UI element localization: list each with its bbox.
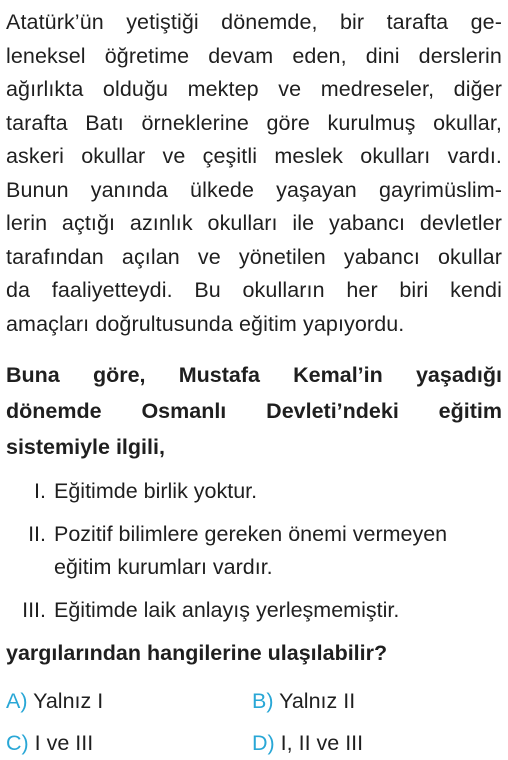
statement-item: [6, 594, 502, 627]
question-line: sistemiyle ilgili,: [6, 435, 165, 459]
passage-line: ağırlıkta olduğu mektep ve medreseler, diğer: [6, 77, 502, 101]
option-letter: A): [6, 689, 28, 713]
question-line: Buna göre, Mustafa Kemal’in yaşadığı: [6, 363, 502, 387]
option-text: Yalnız I: [33, 689, 104, 713]
option-b[interactable]: [252, 684, 502, 718]
passage-line: tarafta Batı örneklerine göre kurulmuş okullar,: [6, 110, 502, 135]
option-letter: B): [252, 689, 274, 713]
option-text: I ve III: [34, 731, 94, 755]
option-letter: D): [252, 731, 275, 755]
statement-item: [6, 518, 502, 584]
statement-text: Pozitif bilimlere gereken önemi vermeyen eğitim kurumları vardır.: [54, 522, 448, 579]
passage-line: tarafından açılan ve yönetilen yabancı okullar: [6, 244, 502, 269]
question-card: [6, 6, 502, 760]
option-text: Yalnız II: [279, 689, 356, 713]
passage-line: Atatürk’ün yetiştiği dönemde, bir tarafta ge-: [6, 10, 502, 34]
statement-item: [6, 475, 502, 508]
statement-text: Eğitimde birlik yoktur.: [54, 479, 258, 503]
passage-line: da faaliyetteydi. Bu okulların her biri kendi: [6, 278, 502, 302]
passage-line: Bunun yanında ülkede yaşayan gayrimüslim-: [6, 177, 502, 202]
passage-line: lerin açtığı azınlık okulları ile yabancı devletler: [6, 211, 502, 235]
passage-line: leneksel öğretime devam eden, dini derslerin: [6, 43, 502, 68]
option-a[interactable]: [6, 684, 252, 718]
answer-options: [6, 684, 502, 760]
passage-line: amaçları doğrultusunda eğitim yapıyordu.: [6, 311, 405, 336]
question-stem: [6, 357, 502, 465]
passage-line: askeri okullar ve çeşitli meslek okulları vardı.: [6, 144, 502, 168]
statement-number: III.: [22, 598, 46, 622]
option-text: I, II ve III: [280, 731, 364, 755]
question-prompt: yargılarından hangilerine ulaşılabilir?: [6, 641, 388, 665]
option-letter: C): [6, 731, 29, 755]
statement-number: I.: [34, 479, 46, 503]
statement-list: [6, 475, 502, 627]
statement-number: II.: [28, 522, 46, 546]
passage: [6, 6, 502, 341]
question-line: dönemde Osmanlı Devleti’ndeki eğitim: [6, 399, 502, 423]
statement-text: Eğitimde laik anlayış yerleşmemiştir.: [54, 598, 400, 622]
